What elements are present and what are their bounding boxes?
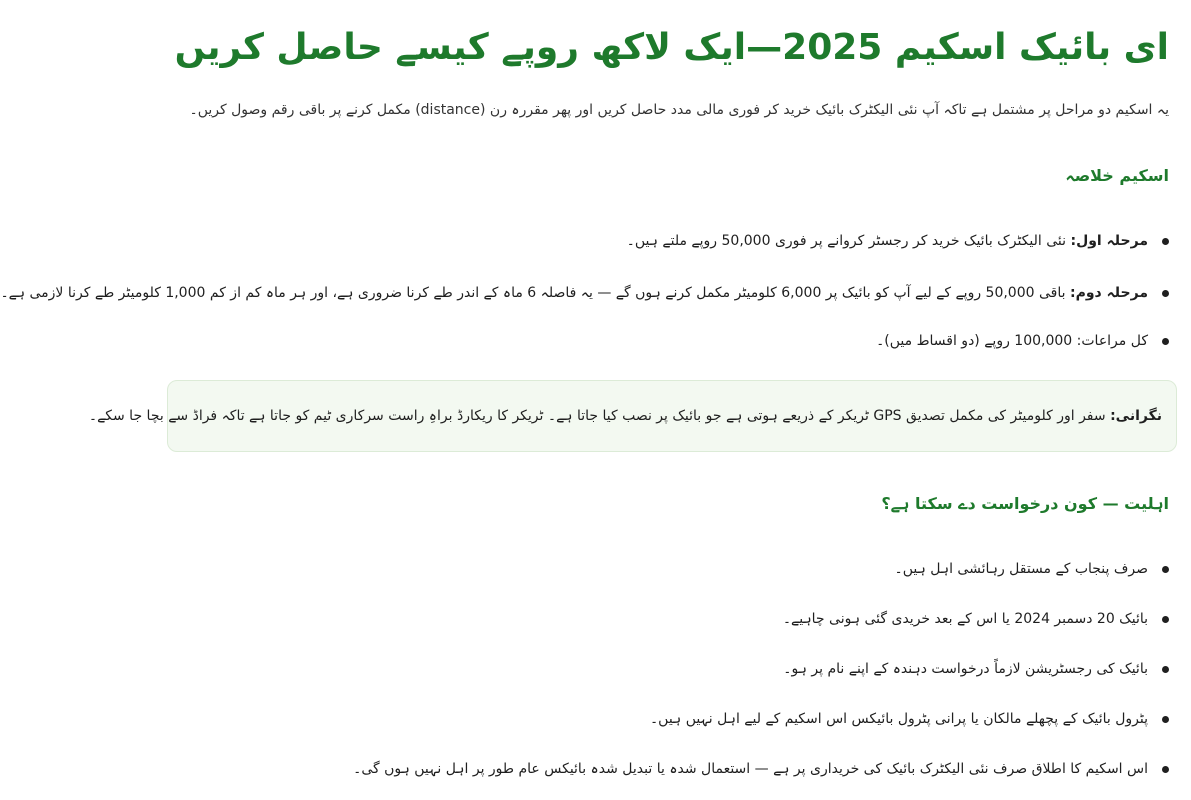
list-item-text: مرحلہ اول: نئی الیکٹرک بائیک خرید کر رجسٹر کروانے پر فوری 50,000 روپے ملتے ہیں۔ [626, 233, 1148, 249]
list-item [171, 756, 1169, 782]
note-text: نگرانی: سفر اور کلومیٹر کی مکمل تصدیق GPS ٹریکر کے ذریعے ہوتی ہے جو بائیک پر نصب کیا جاتا ہے۔ ٹریکر کا ریکارڈ براہِ راست سرکاری ٹیم کو جاتا ہے تاکہ فراڈ سے بچا جا سکے۔ [88, 408, 1162, 424]
page-title: ای بائیک اسکیم 2025—ایک لاکھ روپے کیسے حاصل کریں [174, 27, 1169, 68]
bullet-icon [1162, 566, 1169, 573]
bullet-icon [1162, 338, 1169, 345]
list-item-text: صرف پنجاب کے مستقل رہائشی اہل ہیں۔ [894, 561, 1148, 577]
list-item-text: بائیک 20 دسمبر 2024 یا اس کے بعد خریدی گئی ہونی چاہیے۔ [782, 611, 1148, 627]
bullet-icon [1162, 766, 1169, 773]
list-item [171, 706, 1169, 732]
list-item [171, 656, 1169, 682]
bullet-icon [1162, 666, 1169, 673]
list-item [171, 556, 1169, 582]
list-item [171, 328, 1169, 354]
list-item-text: بائیک کی رجسٹریشن لازماً درخواست دہندہ کے اپنے نام پر ہو۔ [783, 661, 1148, 677]
summary-heading: اسکیم خلاصہ [1065, 166, 1169, 185]
eligibility-heading: اہلیت — کون درخواست دے سکتا ہے؟ [881, 494, 1169, 513]
list-item-text: کل مراعات: 100,000 روپے (دو اقساط میں)۔ [876, 333, 1148, 349]
bullet-icon [1162, 238, 1169, 245]
list-item-text: اس اسکیم کا اطلاق صرف نئی الیکٹرک بائیک کی خریداری پر ہے — استعمال شدہ یا تبدیل شدہ بائیکس عام طور پر اہل نہیں ہوں گی۔ [353, 761, 1148, 777]
bullet-icon [1162, 616, 1169, 623]
list-item-text: پٹرول بائیک کے پچھلے مالکان یا پرانی پٹرول بائیکس اس اسکیم کے لیے اہل نہیں ہیں۔ [649, 711, 1148, 727]
list-item [171, 228, 1169, 254]
list-item [0, 280, 1169, 306]
list-item-text: مرحلہ دوم: باقی 50,000 روپے کے لیے آپ کو بائیک پر 6,000 کلومیٹر مکمل کرنے ہوں گے — یہ فاصلہ 6 ماہ کے اندر طے کرنا ضروری ہے، اور ہر ماہ کم از کم 1,000 کلومیٹر طے کرنا لازمی ہے۔ [0, 285, 1148, 301]
bullet-icon [1162, 290, 1169, 297]
bullet-icon [1162, 716, 1169, 723]
intro-paragraph: یہ اسکیم دو مراحل پر مشتمل ہے تاکہ آپ نئی الیکٹرک بائیک خرید کر فوری مالی مدد حاصل کریں اور پھر مقررہ رن (distance) مکمل کرنے پر باقی رقم وصول کریں۔ [189, 102, 1169, 118]
list-item [171, 606, 1169, 632]
monitoring-note [88, 380, 1177, 452]
